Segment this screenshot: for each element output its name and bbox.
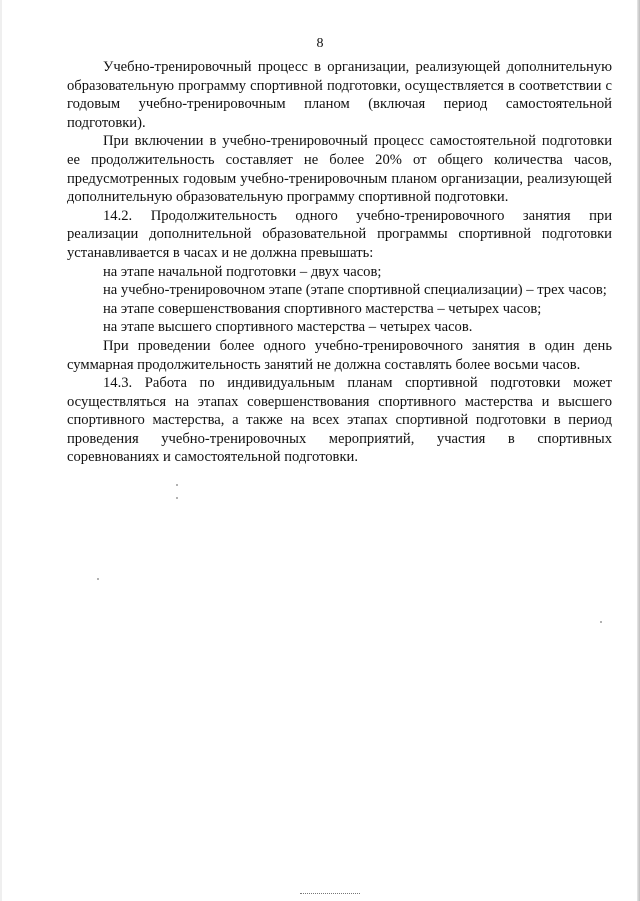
scan-speck	[97, 578, 99, 580]
paragraph-improvement-stage: на этапе совершенствования спортивного мастерства – четырех часов;	[103, 300, 542, 317]
paragraph-14-2: 14.2. Продолжительность одного учебно-тренировочного занятия при реализации дополнительной образовательной программы спортивной подготовки устанавливается в часах и не должна превышать:	[67, 207, 612, 261]
paragraph-self-preparation: При включении в учебно-тренировочный процесс самостоятельной подготовки ее продолжительность составляет не более 20% от общего количества часов, предусмотренных годовым учебно-тренировочным планом организации, реализующей дополнительную образовательную программу спортивной подготовки.	[67, 133, 612, 206]
scan-speck	[600, 621, 602, 623]
paragraph-training-process: Учебно-тренировочный процесс в организации, реализующей дополнительную образовательную программу спортивной подготовки, осуществляется в соответствии с годовым учебно-тренировочным планом (включая период самостоятельной подготовки).	[67, 59, 612, 131]
scan-speck	[176, 484, 178, 486]
scan-left-edge	[0, 0, 2, 901]
paragraph-initial-stage: на этапе начальной подготовки – двух часов;	[103, 263, 382, 280]
page-number: 8	[316, 36, 324, 51]
paragraph-training-stage: на учебно-тренировочном этапе (этапе спортивной специализации) – трех часов;	[103, 282, 607, 299]
paragraph-14-3: 14.3. Работа по индивидуальным планам спортивной подготовки может осуществляться на этапах совершенствования спортивного мастерства и высшего спортивного мастерства, а также на всех этапах спортивной подготовки в период проведения учебно-тренировочных мероприятий, участия в спортивных соревнованиях и самостоятельной подготовки.	[67, 375, 612, 466]
scan-bottom-mark	[300, 893, 360, 898]
document-body	[67, 58, 612, 467]
paragraph-daily-limit: При проведении более одного учебно-тренировочного занятия в один день суммарная продолжительность занятий не должна составлять более восьми часов.	[67, 337, 612, 373]
paragraph-highest-stage: на этапе высшего спортивного мастерства – четырех часов.	[103, 319, 473, 336]
scan-speck	[176, 497, 178, 499]
